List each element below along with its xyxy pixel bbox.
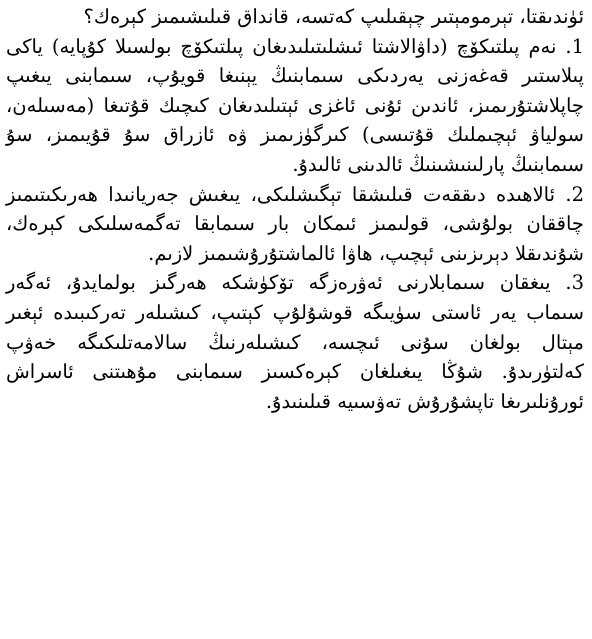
paragraph-3-number: 3. — [550, 271, 584, 295]
paragraph-1 — [6, 32, 584, 180]
paragraph-3 — [6, 268, 584, 416]
document-title: ئۈندىقتا، تېرمومېتىر چېقىلىپ كەتسە، قانداق قىلىشىمىز كېرەك؟ — [83, 5, 584, 28]
paragraph-2-number: 2. — [555, 182, 584, 206]
paragraph-1-number: 1. — [556, 34, 584, 58]
paragraph-1-text: نەم پىلتىكۆچ (داۋالاشتا ئىشلىتىلىدىغان پىلتىكۆچ بولسىلا كۇپايە) ياكى پىلاستىر قەغەزنى يەردىكى سىمابنىڭ يېنىغا قويۇپ، سىمابنى يىغىپ چاپلاشتۇرىمىز، ئاندىن ئۇنى ئاغزى ئېتىلىدىغان كىچىك قۇتىغا (مەسىلەن، سولياۋ ئېچىملىك قۇتىسى) كىرگۈزىمىز ۋە ئازراق سۇ قۇيىمىز، سۇ سىمابنىڭ پارلىنىشىنىڭ ئالدىنى ئالىدۇ. — [6, 34, 584, 176]
paragraph-3-text: يىغقان سىمابلارنى ئەۋرەزگە تۆكۈشكە ھەرگىز بولمايدۇ، ئەگەر سىماب يەر ئاستى سۈيىگە قوشۇلۇپ كېتىپ، كىشىلەر تەركىبىدە ئېغىر مېتال بولغان سۇنى ئىچسە، كىشىلەرنىڭ سالامەتلىكىگە خەۋپ كەلتۈرىدۇ. شۇڭا يىغىلغان كېرەكسىز سىمابنى مۇھىتنى ئاسراش ئورۇنلىرىغا تاپشۇرۇش تەۋسىيە قىلىنىدۇ. — [6, 271, 584, 413]
paragraph-2 — [6, 180, 584, 269]
paragraph-2-text: ئالاھىدە دىققەت قىلىشقا تېگىشلىكى، يىغىش جەريانىدا ھەرىكىتىمىز چاققان بولۇشى، قولىمىز ئىمكان بار سىمابقا تەگمەسلىكى كېرەك، شۇندىقلا دېرىزىنى ئېچىپ، ھاۋا ئالماشتۇرۇشىمىز لازىم. — [6, 182, 584, 265]
